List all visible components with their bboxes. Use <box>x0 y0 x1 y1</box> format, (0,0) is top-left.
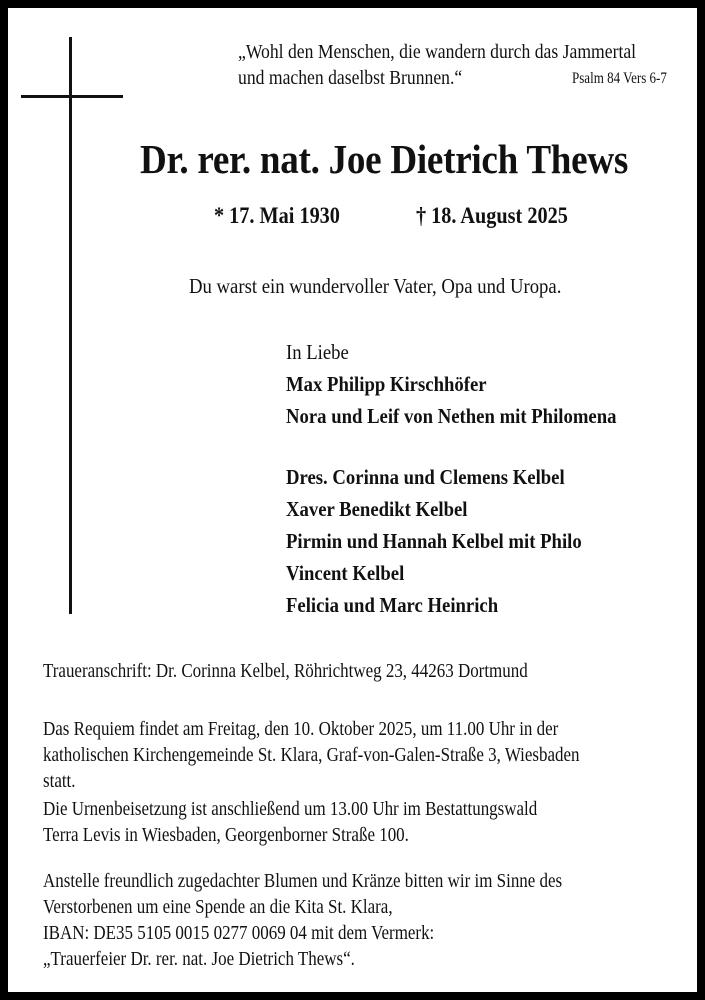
quote-line-1: „Wohl den Menschen, die wandern durch das Jammertal <box>238 41 637 63</box>
requiem-info <box>43 717 580 795</box>
mourner-name: Felicia und Marc Heinrich <box>286 593 499 617</box>
mourning-address: Traueranschrift: Dr. Corinna Kelbel, Röhrichtweg 23, 44263 Dortmund <box>43 661 528 682</box>
donation-info <box>43 869 562 973</box>
quote-reference: Psalm 84 Vers 6-7 <box>572 70 667 87</box>
birth-date: * 17. Mai 1930 <box>214 203 340 228</box>
mourner-name: Nora und Leif von Nethen mit Philomena <box>286 404 617 428</box>
signoff-block <box>286 336 616 621</box>
mourner-name: Vincent Kelbel <box>286 561 405 585</box>
mourner-name: Dres. Corinna und Clemens Kelbel <box>286 465 565 489</box>
signoff-intro: In Liebe <box>286 340 349 364</box>
obituary-notice <box>8 8 697 992</box>
death-date: † 18. August 2025 <box>416 203 568 228</box>
burial-line: Die Urnenbeisetzung ist anschließend um 13.00 Uhr im Bestattungswald <box>43 799 538 820</box>
burial-info <box>43 797 537 849</box>
quote-line-2: und machen daselbst Brunnen.“ <box>238 67 463 89</box>
cross-horizontal-bar <box>21 95 123 98</box>
donation-line: „Trauerfeier Dr. rer. nat. Joe Dietrich Thews“. <box>43 949 355 970</box>
mourner-name: Xaver Benedikt Kelbel <box>286 497 468 521</box>
mourner-name: Pirmin und Hannah Kelbel mit Philo <box>286 529 582 553</box>
mourner-name: Max Philipp Kirschhöfer <box>286 372 487 396</box>
donation-line: Verstorbenen um eine Spende an die Kita St. Klara, <box>43 897 393 918</box>
cross-vertical-bar <box>69 37 72 614</box>
donation-line: IBAN: DE35 5105 0015 0277 0069 04 mit dem Vermerk: <box>43 923 435 944</box>
tagline: Du warst ein wundervoller Vater, Opa und Uropa. <box>189 274 562 298</box>
donation-line: Anstelle freundlich zugedachter Blumen und Kränze bitten wir im Sinne des <box>43 871 563 892</box>
requiem-line: Das Requiem findet am Freitag, den 10. Oktober 2025, um 11.00 Uhr in der <box>43 719 559 740</box>
burial-line: Terra Levis in Wiesbaden, Georgenborner Straße 100. <box>43 825 409 846</box>
deceased-name: Dr. rer. nat. Joe Dietrich Thews <box>140 136 629 182</box>
requiem-line: katholischen Kirchengemeinde St. Klara, Graf-von-Galen-Straße 3, Wiesbaden <box>43 745 580 766</box>
requiem-line: statt. <box>43 771 76 792</box>
